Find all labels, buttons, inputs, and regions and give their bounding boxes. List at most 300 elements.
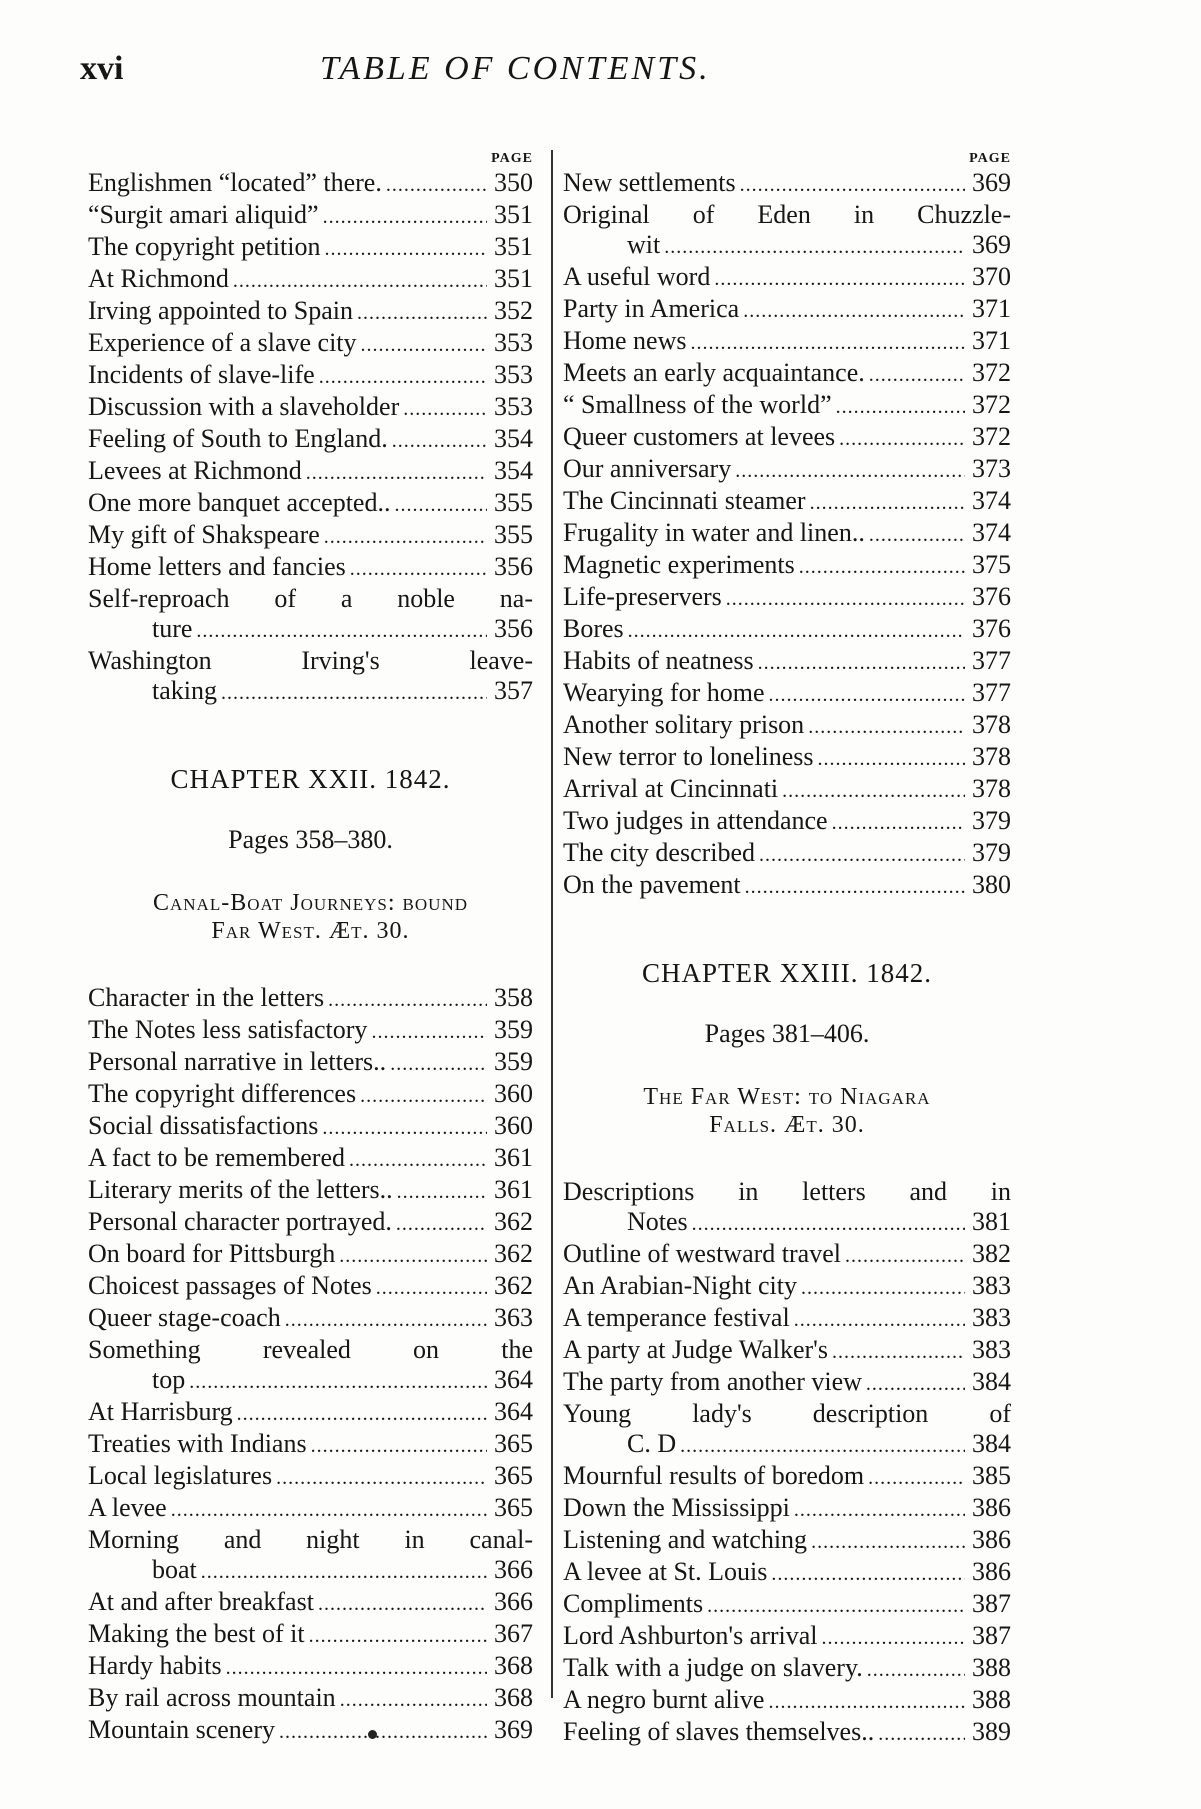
- entry-page: 364: [494, 1397, 533, 1426]
- entry-title: Talk with a judge on slavery.: [563, 1653, 863, 1682]
- toc-entry-wrapped: [563, 200, 1011, 262]
- dot-leader: [349, 1145, 487, 1175]
- entry-page: 373: [972, 454, 1011, 483]
- entry-title: An Arabian-Night city: [563, 1271, 797, 1300]
- entry-title: A temperance festival: [563, 1303, 790, 1332]
- dot-leader: [285, 1305, 487, 1335]
- dot-leader: [196, 616, 487, 646]
- dot-leader: [794, 1305, 965, 1335]
- entry-page: 376: [972, 614, 1011, 643]
- entry-page: 381: [972, 1207, 1011, 1236]
- entry-title: Character in the letters: [88, 983, 325, 1012]
- toc-entry: [88, 1175, 533, 1207]
- entry-page: 369: [972, 168, 1011, 197]
- entry-page: 387: [972, 1621, 1011, 1650]
- entry-title: The city described: [563, 838, 756, 867]
- dot-leader: [759, 840, 965, 870]
- entry-page: 386: [972, 1557, 1011, 1586]
- entry-page: 352: [494, 296, 533, 325]
- entry-title: Listening and watching: [563, 1525, 808, 1554]
- entry-page: 354: [494, 424, 533, 453]
- dot-leader: [309, 1621, 487, 1651]
- entry-title: A fact to be remembered: [88, 1143, 345, 1172]
- toc-entry: [88, 456, 533, 488]
- entry-page: 380: [972, 870, 1011, 899]
- dot-leader: [839, 424, 965, 454]
- entry-title: Experience of a slave city: [88, 328, 357, 357]
- toc-entry: [88, 1555, 533, 1587]
- entry-title: Frugality in water and linen..: [563, 518, 865, 547]
- dot-leader: [328, 985, 487, 1015]
- entry-page: 377: [972, 646, 1011, 675]
- toc-entry: [88, 168, 533, 200]
- toc-entry: [563, 422, 1011, 454]
- entry-page: 366: [494, 1587, 533, 1616]
- toc-entry: [563, 582, 1011, 614]
- entry-title: Home letters and fancies: [88, 552, 346, 581]
- dot-leader: [392, 426, 487, 456]
- dot-leader: [340, 1685, 487, 1715]
- toc-entry: [88, 983, 533, 1015]
- toc-entry: [563, 614, 1011, 646]
- entry-page: 355: [494, 488, 533, 517]
- entry-page: 379: [972, 806, 1011, 835]
- toc-entry: [563, 1557, 1011, 1589]
- toc-entry-wrapped: [88, 1525, 533, 1587]
- dot-leader: [322, 1113, 487, 1143]
- entry-page: 379: [972, 838, 1011, 867]
- dot-leader: [771, 1559, 965, 1589]
- entry-page: 351: [494, 232, 533, 261]
- toc-entry: [563, 1685, 1011, 1717]
- dot-leader: [740, 170, 965, 200]
- entry-title: Queer stage-coach: [88, 1303, 281, 1332]
- entry-title: Down the Mississippi: [563, 1493, 790, 1522]
- chapter-heading: [88, 764, 533, 945]
- toc-entry: [88, 200, 533, 232]
- entry-page: 353: [494, 360, 533, 389]
- entry-page: 365: [494, 1493, 533, 1522]
- chapter-page-range: Pages 381–406.: [704, 1019, 870, 1048]
- entry-title: A levee at St. Louis: [563, 1557, 768, 1586]
- right-column: [563, 150, 1011, 1749]
- entry-page: 353: [494, 328, 533, 357]
- toc-entry: [88, 1493, 533, 1525]
- entry-title: Outline of westward travel: [563, 1239, 841, 1268]
- dot-leader: [866, 1369, 965, 1399]
- entry-title: Morning and night in canal-: [88, 1525, 533, 1554]
- entry-page: 386: [972, 1493, 1011, 1522]
- toc-entry: [88, 1397, 533, 1429]
- toc-entry: [563, 774, 1011, 806]
- entry-title: Making the best of it: [88, 1619, 305, 1648]
- dot-leader: [306, 458, 487, 488]
- entry-title: Discussion with a slaveholder: [88, 392, 400, 421]
- dot-leader: [845, 1241, 965, 1271]
- toc-entry: [563, 1207, 1011, 1239]
- dot-leader: [233, 266, 487, 296]
- dot-leader: [794, 1495, 965, 1525]
- entry-title: My gift of Shakspeare: [88, 520, 320, 549]
- entry-title: C. D: [627, 1429, 677, 1458]
- dot-leader: [832, 808, 965, 838]
- toc-entry: [563, 1303, 1011, 1335]
- entry-title: On the pavement: [563, 870, 741, 899]
- dot-leader: [868, 1463, 965, 1493]
- entry-title: Meets an early acquaintance.: [563, 358, 865, 387]
- dot-leader: [323, 202, 487, 232]
- entry-page: 369: [494, 1715, 533, 1744]
- toc-entry: [563, 1621, 1011, 1653]
- entry-title: Notes: [627, 1207, 688, 1236]
- dot-leader: [339, 1241, 487, 1271]
- entry-page: 383: [972, 1335, 1011, 1364]
- entry-title: Home news: [563, 326, 687, 355]
- entry-page: 387: [972, 1589, 1011, 1618]
- entry-page: 359: [494, 1047, 533, 1076]
- dot-leader: [768, 1687, 965, 1717]
- toc-entry: [563, 550, 1011, 582]
- toc-entry: [88, 1271, 533, 1303]
- entry-page: 368: [494, 1683, 533, 1712]
- entry-page: 378: [972, 774, 1011, 803]
- entry-title: Self-reproach of a noble na-: [88, 584, 533, 613]
- entry-title: taking: [152, 676, 217, 705]
- entry-page: 362: [494, 1239, 533, 1268]
- entry-title: Lord Ashburton's arrival: [563, 1621, 818, 1650]
- toc-entry: [563, 390, 1011, 422]
- toc-entry: [563, 1493, 1011, 1525]
- entry-title: Feeling of slaves themselves..: [563, 1717, 875, 1746]
- dot-leader: [867, 1655, 965, 1685]
- entry-title: Feeling of South to England.: [88, 424, 388, 453]
- toc-entry: [88, 520, 533, 552]
- toc-entry-wrapped: [88, 584, 533, 646]
- dot-leader: [201, 1557, 487, 1587]
- entry-page: 388: [972, 1685, 1011, 1714]
- entry-page: 350: [494, 168, 533, 197]
- entry-page: 374: [972, 486, 1011, 515]
- entry-page: 383: [972, 1303, 1011, 1332]
- entry-page: 351: [494, 264, 533, 293]
- dot-leader: [361, 330, 487, 360]
- entry-page: 382: [972, 1239, 1011, 1268]
- entry-title: Young lady's description of: [563, 1399, 1011, 1428]
- dot-leader: [376, 1273, 487, 1303]
- toc-entry: [563, 806, 1011, 838]
- entry-title: The party from another view: [563, 1367, 862, 1396]
- entry-title: Hardy habits: [88, 1651, 222, 1680]
- toc-entry: [563, 358, 1011, 390]
- dot-leader: [276, 1463, 487, 1493]
- toc-list: [88, 168, 533, 708]
- chapter-title: CHAPTER XXIII. 1842.: [642, 958, 932, 988]
- entry-title: Englishmen “located” there.: [88, 168, 382, 197]
- entry-title: Descriptions in letters and in: [563, 1177, 1011, 1206]
- toc-entry: [563, 1461, 1011, 1493]
- entry-title: The Cincinnati steamer: [563, 486, 806, 515]
- entry-title: Arrival at Cincinnati: [563, 774, 779, 803]
- entry-page: 361: [494, 1143, 533, 1172]
- entry-page: 371: [972, 326, 1011, 355]
- toc-entry: [88, 328, 533, 360]
- page-number: xvi: [80, 50, 124, 87]
- entry-title: Personal character portrayed.: [88, 1207, 392, 1236]
- running-title: TABLE OF CONTENTS.: [320, 50, 711, 87]
- entry-page: 367: [494, 1619, 533, 1648]
- entry-title: “Surgit amari aliquid”: [88, 200, 319, 229]
- toc-entry: [563, 870, 1011, 902]
- chapter-title: CHAPTER XXII. 1842.: [170, 764, 451, 794]
- toc-entry: [88, 1683, 533, 1715]
- entry-page: 364: [494, 1365, 533, 1394]
- entry-title: The Notes less satisfactory: [88, 1015, 368, 1044]
- entry-title: A party at Judge Walker's: [563, 1335, 828, 1364]
- entry-title: Party in America: [563, 294, 740, 323]
- toc-entry: [88, 1365, 533, 1397]
- entry-title: New settlements: [563, 168, 736, 197]
- entry-page: 362: [494, 1207, 533, 1236]
- page-column-header: PAGE: [491, 151, 533, 166]
- toc-entry: [563, 168, 1011, 200]
- entry-title: Personal narrative in letters..: [88, 1047, 387, 1076]
- toc-entry: [563, 262, 1011, 294]
- dot-leader: [357, 298, 487, 328]
- toc-list: [563, 168, 1011, 902]
- entry-title: top: [152, 1365, 186, 1394]
- toc-entry: [88, 1143, 533, 1175]
- chapter-heading: [563, 958, 1011, 1139]
- entry-page: 372: [972, 358, 1011, 387]
- dot-leader: [394, 490, 487, 520]
- entry-title: wit: [627, 230, 661, 259]
- entry-title: Magnetic experiments: [563, 550, 795, 579]
- toc-entry: [88, 296, 533, 328]
- toc-entry: [563, 1239, 1011, 1271]
- toc-entry-wrapped: [563, 1177, 1011, 1239]
- entry-title: Two judges in attendance: [563, 806, 828, 835]
- toc-entry: [88, 1207, 533, 1239]
- toc-entry: [88, 1651, 533, 1683]
- dot-leader: [390, 1049, 487, 1079]
- entry-page: 368: [494, 1651, 533, 1680]
- dot-leader: [836, 392, 965, 422]
- entry-page: 356: [494, 552, 533, 581]
- entry-page: 361: [494, 1175, 533, 1204]
- chapter-subtitle-line: The Far West: to Niagara: [643, 1084, 931, 1110]
- dot-leader: [386, 170, 487, 200]
- entry-title: “ Smallness of the world”: [563, 390, 832, 419]
- toc-entry: [563, 742, 1011, 774]
- entry-title: Something revealed on the: [88, 1335, 533, 1364]
- toc-entry: [88, 360, 533, 392]
- entry-page: 359: [494, 1015, 533, 1044]
- dot-leader: [371, 1017, 487, 1047]
- dot-leader: [743, 296, 965, 326]
- entry-page: 386: [972, 1525, 1011, 1554]
- chapter-subtitle-line: Canal-Boat Journeys: bound: [152, 890, 468, 916]
- chapter-page-range: Pages 358–380.: [228, 825, 393, 854]
- entry-title: New terror to loneliness: [563, 742, 814, 771]
- entry-page: 365: [494, 1429, 533, 1458]
- entry-title: Life-preservers: [563, 582, 722, 611]
- dot-leader: [360, 1081, 487, 1111]
- dot-leader: [735, 456, 965, 486]
- entry-title: boat: [152, 1555, 197, 1584]
- entry-title: Treaties with Indians: [88, 1429, 307, 1458]
- entry-page: 375: [972, 550, 1011, 579]
- dot-leader: [628, 616, 965, 646]
- toc-entry: [563, 710, 1011, 742]
- entry-title: On board for Pittsburgh: [88, 1239, 336, 1268]
- entry-title: One more banquet accepted..: [88, 488, 391, 517]
- toc-entry: [88, 1715, 533, 1747]
- dot-leader: [714, 264, 965, 294]
- toc-entry: [88, 552, 533, 584]
- entry-page: 362: [494, 1271, 533, 1300]
- toc-entry-wrapped: [563, 1399, 1011, 1461]
- dot-leader: [782, 776, 965, 806]
- dot-leader: [726, 584, 965, 614]
- entry-page: 372: [972, 422, 1011, 451]
- dot-leader: [403, 394, 487, 424]
- toc-entry: [88, 264, 533, 296]
- toc-entry: [563, 518, 1011, 550]
- dot-leader: [808, 712, 965, 742]
- dot-leader: [311, 1431, 487, 1461]
- entry-title: The copyright differences: [88, 1079, 357, 1108]
- entry-title: Another solitary prison: [563, 710, 805, 739]
- toc-entry: [88, 614, 533, 646]
- dot-leader: [664, 232, 965, 262]
- entry-page: 371: [972, 294, 1011, 323]
- page-column-header: PAGE: [969, 151, 1011, 166]
- entry-title: A useful word: [563, 262, 711, 291]
- dot-leader: [822, 1623, 965, 1653]
- entry-page: 351: [494, 200, 533, 229]
- entry-page: 389: [972, 1717, 1011, 1746]
- dot-leader: [397, 1177, 487, 1207]
- toc-entry: [563, 454, 1011, 486]
- toc-entry: [88, 488, 533, 520]
- entry-title: Choicest passages of Notes: [88, 1271, 372, 1300]
- column-divider: [551, 150, 553, 1698]
- toc-entry-wrapped: [88, 1335, 533, 1397]
- entry-page: 360: [494, 1079, 533, 1108]
- toc-entry: [88, 1239, 533, 1271]
- entry-title: Washington Irving's leave-: [88, 646, 533, 675]
- toc-entry: [88, 1429, 533, 1461]
- entry-page: 384: [972, 1429, 1011, 1458]
- entry-title: A negro burnt alive: [563, 1685, 765, 1714]
- entry-title: Bores: [563, 614, 624, 643]
- dot-leader: [878, 1719, 965, 1749]
- entry-title: Compliments: [563, 1589, 704, 1618]
- toc-entry: [88, 676, 533, 708]
- entry-page: 355: [494, 520, 533, 549]
- toc-entry: [88, 1015, 533, 1047]
- entry-title: At Harrisburg: [88, 1397, 233, 1426]
- toc-entry: [88, 1619, 533, 1651]
- toc-entry: [88, 1079, 533, 1111]
- entry-title: Levees at Richmond: [88, 456, 302, 485]
- entry-title: Queer customers at levees: [563, 422, 836, 451]
- ink-mark: [368, 1730, 377, 1739]
- chapter-subtitle-line: Falls. Æt. 30.: [709, 1112, 865, 1138]
- dot-leader: [869, 360, 965, 390]
- toc-entry: [563, 1589, 1011, 1621]
- toc-entry: [563, 646, 1011, 678]
- toc-entry: [563, 1367, 1011, 1399]
- entry-title: Habits of neatness: [563, 646, 754, 675]
- dot-leader: [690, 328, 965, 358]
- chapter-subtitle: [88, 889, 533, 945]
- entry-title: Wearying for home: [563, 678, 765, 707]
- dot-leader: [350, 554, 487, 584]
- entry-page: 360: [494, 1111, 533, 1140]
- entry-title: Our anniversary: [563, 454, 732, 483]
- toc-entry: [563, 678, 1011, 710]
- toc-entry: [563, 230, 1011, 262]
- dot-leader: [801, 1273, 965, 1303]
- dot-leader: [810, 488, 965, 518]
- toc-list: [88, 983, 533, 1747]
- toc-entry-wrapped: [88, 646, 533, 708]
- toc-entry: [563, 1429, 1011, 1461]
- toc-entry: [88, 1303, 533, 1335]
- entry-page: 353: [494, 392, 533, 421]
- dot-leader: [226, 1653, 487, 1683]
- entry-title: Mountain scenery: [88, 1715, 276, 1744]
- dot-leader: [758, 648, 965, 678]
- entry-title: The copyright petition: [88, 232, 321, 261]
- entry-title: Irving appointed to Spain: [88, 296, 354, 325]
- entry-page: 358: [494, 983, 533, 1012]
- chapter-subtitle: [563, 1083, 1011, 1139]
- toc-entry: [563, 1653, 1011, 1685]
- toc-entry: [88, 1587, 533, 1619]
- toc-entry: [88, 232, 533, 264]
- toc-entry: [88, 1111, 533, 1143]
- dot-leader: [832, 1337, 965, 1367]
- entry-page: 378: [972, 710, 1011, 739]
- dot-leader: [325, 234, 487, 264]
- toc-list: [563, 1177, 1011, 1749]
- toc-entry: [563, 486, 1011, 518]
- dot-leader: [279, 1717, 487, 1747]
- entry-page: 378: [972, 742, 1011, 771]
- dot-leader: [189, 1367, 487, 1397]
- dot-leader: [324, 522, 487, 552]
- entry-page: 354: [494, 456, 533, 485]
- dot-leader: [745, 872, 965, 902]
- toc-entry: [88, 1461, 533, 1493]
- entry-title: Original of Eden in Chuzzle-: [563, 200, 1011, 229]
- toc-entry: [563, 326, 1011, 358]
- entry-title: At and after breakfast: [88, 1587, 314, 1616]
- entry-page: 385: [972, 1461, 1011, 1490]
- entry-title: ture: [152, 614, 193, 643]
- dot-leader: [799, 552, 965, 582]
- toc-entry: [88, 1047, 533, 1079]
- entry-title: By rail across mountain: [88, 1683, 336, 1712]
- toc-entry: [563, 1717, 1011, 1749]
- dot-leader: [396, 1209, 487, 1239]
- dot-leader: [769, 680, 966, 710]
- entry-page: 369: [972, 230, 1011, 259]
- chapter-subtitle-line: Far West. Æt. 30.: [211, 918, 410, 944]
- dot-leader: [221, 678, 487, 708]
